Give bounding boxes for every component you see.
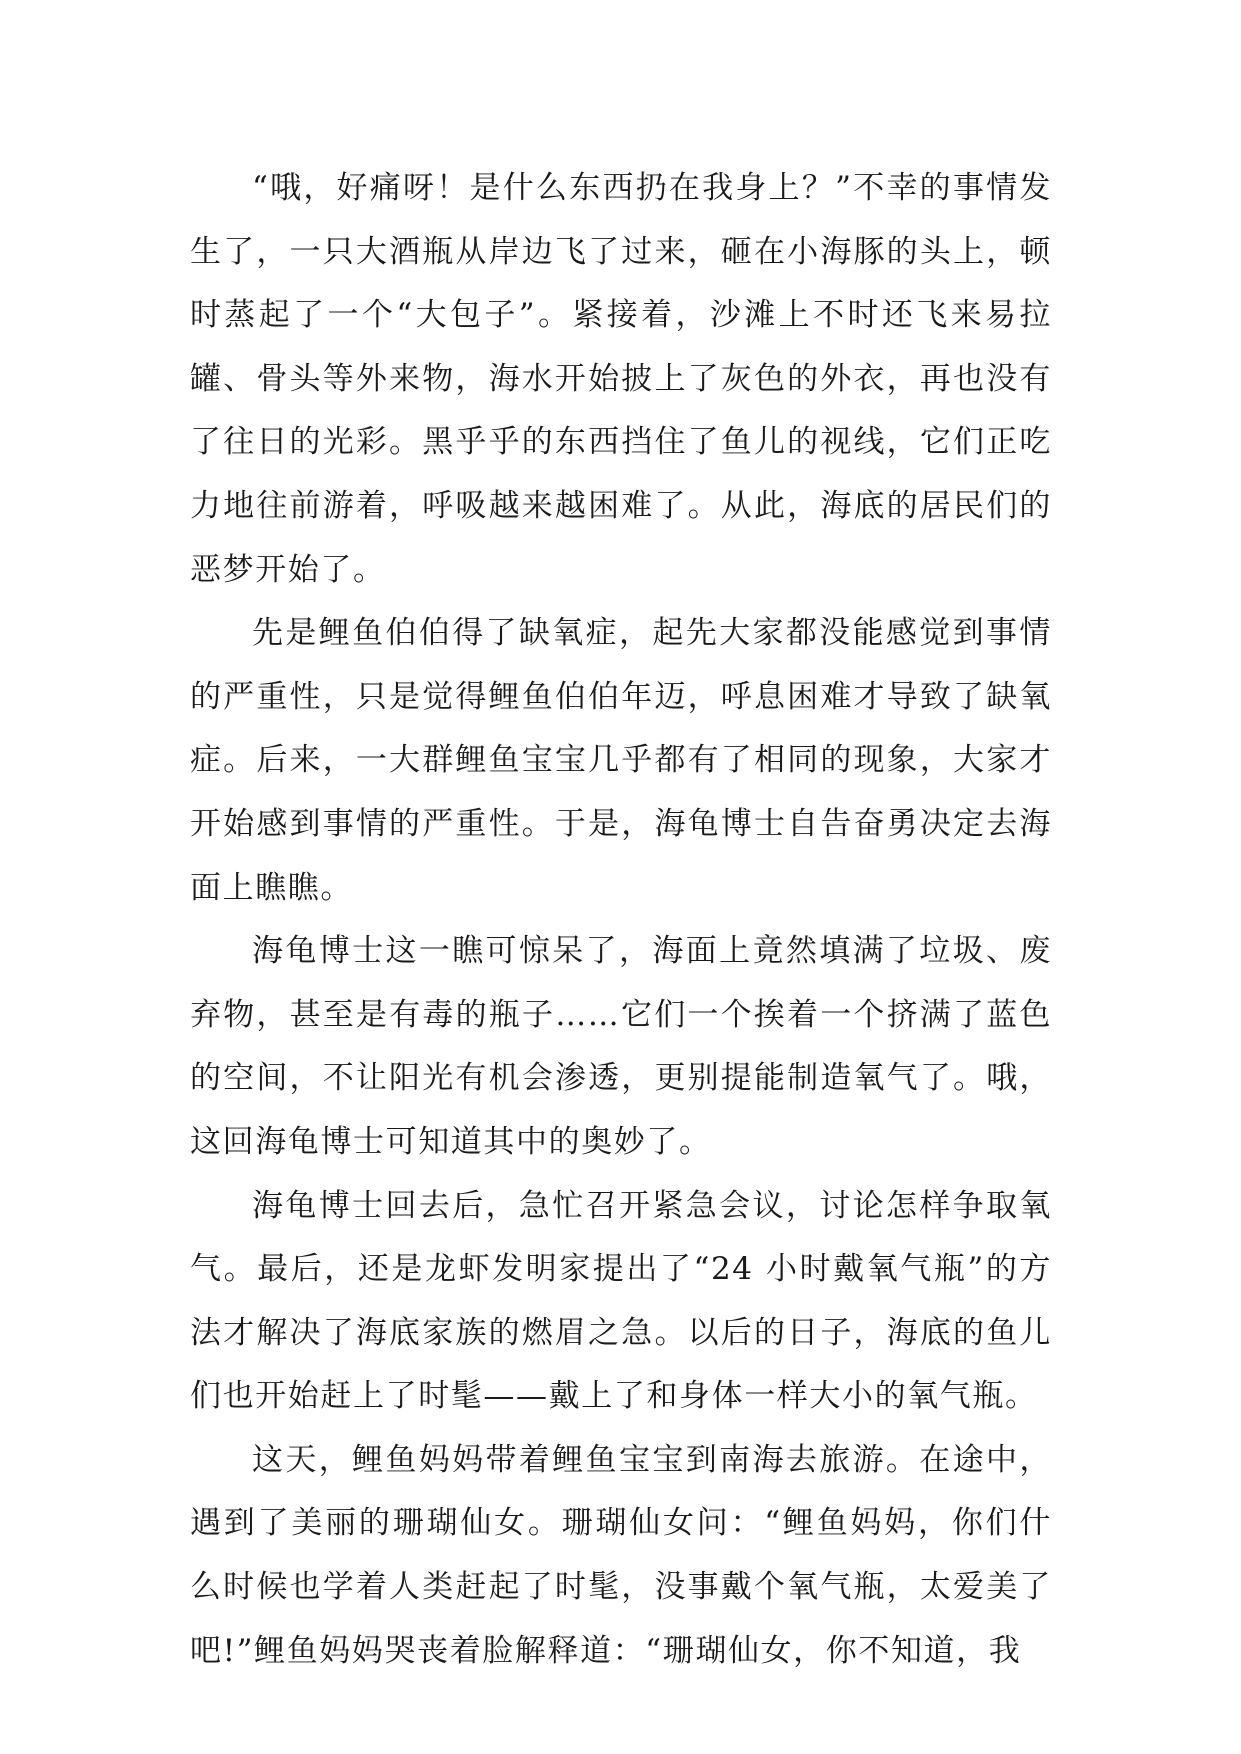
paragraph-1: “哦，好痛呀！是什么东西扔在我身上？”不幸的事情发生了，一只大酒瓶从岸边飞了过来，砸在小海豚的头上，顿时蒸起了一个“大包子”。紧接着，沙滩上不时还飞来易拉罐、骨头等外来物，海水开始披上了灰色的外衣，再也没有了往日的光彩。黑乎乎的东西挡住了鱼儿的视线，它们正吃力地往前游着，呼吸越来越困难了。从此，海底的居民们的恶梦开始了。 — [190, 170, 1052, 588]
paragraph-4: 海龟博士回去后，急忙召开紧急会议，讨论怎样争取氧气。最后，还是龙虾发明家提出了“24 小时戴氧气瓶”的方法才解决了海底家族的燃眉之急。以后的日子，海底的鱼儿们也开始赶上了时髦——戴上了和身体一样大小的氧气瓶。 — [190, 1187, 1052, 1415]
story-text — [190, 157, 1052, 1683]
paragraph-2: 先是鲤鱼伯伯得了缺氧症，起先大家都没能感觉到事情的严重性，只是觉得鲤鱼伯伯年迈，呼息困难才导致了缺氧症。后来，一大群鲤鱼宝宝几乎都有了相同的现象，大家才开始感到事情的严重性。于是，海龟博士自告奋勇决定去海面上瞧瞧。 — [190, 615, 1052, 906]
paragraph-5: 这天，鲤鱼妈妈带着鲤鱼宝宝到南海去旅游。在途中，遇到了美丽的珊瑚仙女。珊瑚仙女问：“鲤鱼妈妈，你们什么时候也学着人类赶起了时髦，没事戴个氧气瓶，太爱美了吧!”鲤鱼妈妈哭丧着脸解释道：“珊瑚仙女，你不知道，我 — [190, 1441, 1052, 1669]
paragraph-3: 海龟博士这一瞧可惊呆了，海面上竟然填满了垃圾、废弃物，甚至是有毒的瓶子……它们一个挨着一个挤满了蓝色的空间，不让阳光有机会渗透，更别提能制造氧气了。哦，这回海龟博士可知道其中的奥妙了。 — [190, 933, 1052, 1160]
